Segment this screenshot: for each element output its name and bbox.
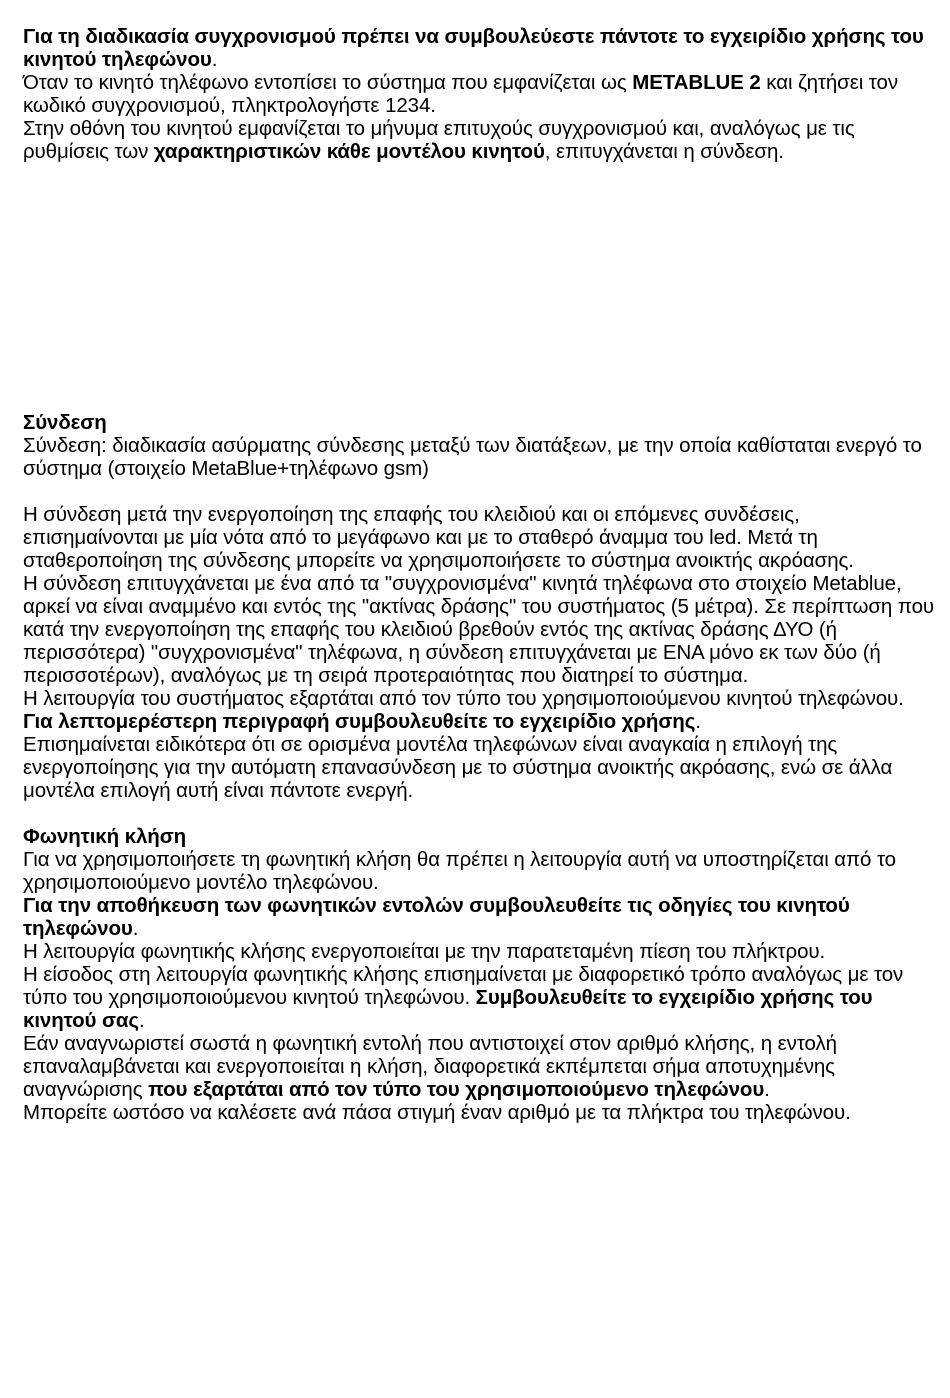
intro-paragraph-3	[23, 117, 938, 163]
paragraph-gap	[23, 802, 938, 825]
intro-paragraph-2	[23, 71, 938, 117]
intro-section	[23, 25, 938, 163]
paragraph-gap	[23, 480, 938, 503]
connection-paragraph-1: Σύνδεση: διαδικασία ασύρματης σύνδεσης μεταξύ των διατάξεων, με την οποία καθίσταται ενεργό το σύστημα (στοιχείο MetaBlue+τηλέφωνο gsm)	[23, 434, 922, 480]
voice-paragraph-2	[23, 894, 938, 940]
connection-paragraph-5: Επισημαίνεται ειδικότερα ότι σε ορισμένα μοντέλα τηλεφώνων είναι αναγκαία η επιλογή της ενεργοποίησης για την αυτόματη επανασύνδεση με το σύστημα ανοικτής ακρόασης, ενώ σε άλλα μοντέλα επιλογή αυτή είναι πάντοτε ενεργή.	[23, 733, 893, 802]
intro-paragraph-1	[23, 25, 938, 71]
voice-paragraph-6: Μπορείτε ωστόσο να καλέσετε ανά πάσα στιγμή έναν αριθμό με τα πλήκτρα του τηλεφώνου.	[23, 1101, 851, 1124]
voice-paragraph-3: Η λειτουργία φωνητικής κλήσης ενεργοποιείται με την παρατεταμένη πίεση του πλήκτρου.	[23, 940, 826, 963]
section-heading-voice-call: Φωνητική κλήση	[23, 825, 187, 848]
connection-text: .	[695, 710, 701, 733]
section-heading-connection: Σύνδεση	[23, 411, 107, 434]
voice-bold-text: Συμβουλευθείτε το εγχειρίδιο χρήσης του κινητού σας	[23, 986, 873, 1032]
document-page	[23, 25, 938, 1124]
connection-section	[23, 411, 938, 802]
voice-paragraph-5	[23, 1032, 938, 1101]
voice-bold-text: Για την αποθήκευση των φωνητικών εντολών συμβουλευθείτε τις οδηγίες του κινητού τηλεφώνου	[23, 894, 850, 940]
connection-text: Η λειτουργία του συστήματος εξαρτάται από τον τύπο του χρησιμοποιούμενου κινητού τηλεφώνου.	[23, 687, 904, 710]
voice-text: Εάν αναγνωριστεί σωστά η φωνητική εντολή που αντιστοιχεί στον αριθμό κλήσης, η εντολή επαναλαμβάνεται και ενεργοποιείται η κλήση, διαφορετικά εκπέμπεται σήμα αποτυχημένης αναγνώρισης	[23, 1032, 837, 1101]
blank-space	[23, 163, 938, 411]
connection-bold-text: Για λεπτομερέστερη περιγραφή συμβουλευθείτε το εγχειρίδιο χρήσης	[23, 710, 696, 733]
device-name: METABLUE 2	[632, 71, 761, 94]
connection-paragraph-2: Η σύνδεση μετά την ενεργοποίηση της επαφής του κλειδιού και οι επόμενες συνδέσεις, επισημαίνονται με μία νότα από το μεγάφωνο και με το σταθερό άναμμα του led. Μετά τη σταθεροποίηση της σύνδεσης μπορείτε να χρησιμοποιήσετε το σύστημα ανοικτής ακρόασης.	[23, 503, 854, 572]
intro-text: και ζητήσει τον κωδικό συγχρονισμού, πληκτρολογήστε 1234.	[23, 71, 898, 117]
voice-text: .	[132, 917, 139, 940]
intro-bold-text: Για τη διαδικασία συγχρονισμού πρέπει να συμβουλεύεστε πάντοτε το εγχειρίδιο χρήσης του κινητού τηλεφώνου	[23, 25, 924, 71]
intro-text: Στην οθόνη του κινητού εμφανίζεται το μήνυμα επιτυχούς συγχρονισμού και, αναλόγως με τις ρυθμίσεις των	[23, 117, 855, 163]
voice-text: .	[764, 1078, 770, 1101]
voice-bold-text: που εξαρτάται από τον τύπο του χρησιμοποιούμενο τηλεφώνου	[148, 1078, 765, 1101]
intro-text: , επιτυγχάνεται η σύνδεση.	[544, 140, 784, 163]
intro-text: Όταν το κινητό τηλέφωνο εντοπίσει το σύστημα που εμφανίζεται ως	[23, 71, 633, 94]
voice-paragraph-1: Για να χρησιμοποιήσετε τη φωνητική κλήση θα πρέπει η λειτουργία αυτή να υποστηρίζεται από το χρησιμοποιούμενο μοντέλο τηλεφώνου.	[23, 848, 896, 894]
intro-bold-text: χαρακτηριστικών κάθε μοντέλου κινητού	[153, 140, 545, 163]
voice-paragraph-4	[23, 963, 938, 1032]
voice-section	[23, 825, 938, 1124]
connection-paragraph-4	[23, 687, 938, 733]
voice-text: Η είσοδος στη λειτουργία φωνητικής κλήσης επισημαίνεται με διαφορετικό τρόπο αναλόγως με τον τύπο του χρησιμοποιούμενου κινητού τηλεφώνου.	[23, 963, 904, 1009]
connection-paragraph-3: Η σύνδεση επιτυγχάνεται με ένα από τα "συγχρονισμένα" κινητά τηλέφωνα στο στοιχείο Metablue, αρκεί να είναι αναμμένο και εντός της "ακτίνας δράσης" του συστήματος (5 μέτρα). Σε περίπτωση που κατά την ενεργοποίηση της επαφής του κλειδιού βρεθούν εντός της ακτίνας δράσης ΔΥΟ (ή περισσότερα) "συγχρονισμένα" τηλέφωνα, η σύνδεση επιτυγχάνεται με ΕΝΑ μόνο εκ των δύο (ή περισσοτέρων), αναλόγως με τη σειρά προτεραιότητας που διατηρεί το σύστημα.	[23, 572, 934, 687]
voice-text: .	[138, 1009, 145, 1032]
intro-text: .	[211, 48, 218, 71]
